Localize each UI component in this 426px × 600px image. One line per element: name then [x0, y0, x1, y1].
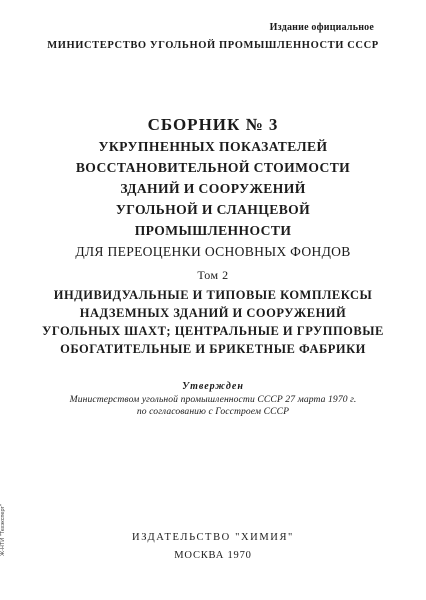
approval-line: Министерством угольной промышленности СССР 27 марта 1970 г. [69, 394, 357, 405]
collection-title: СБОРНИК № 3 [147, 115, 279, 134]
volume-description-line: ОБОГАТИТЕЛЬНЫЕ И БРИКЕТНЫЕ ФАБРИКИ [60, 342, 366, 356]
city-year: МОСКВА 1970 [174, 550, 252, 561]
volume-description-line: УГОЛЬНЫХ ШАХТ; ЦЕНТРАЛЬНЫЕ И ГРУППОВЫЕ [42, 324, 384, 338]
volume-description-line: НАДЗЕМНЫХ ЗДАНИЙ И СООРУЖЕНИЙ [79, 306, 347, 320]
approval-heading: Утвержден [182, 381, 244, 392]
side-stamp: Ж-НТИ "Техэксперт" [0, 504, 6, 556]
subtitle-line: ДЛЯ ПЕРЕОЦЕНКИ ОСНОВНЫХ ФОНДОВ [75, 244, 351, 259]
publisher-name: ИЗДАТЕЛЬСТВО "ХИМИЯ" [132, 532, 294, 543]
volume-label: Том 2 [197, 268, 229, 282]
edition-label: Издание официальное [269, 22, 374, 33]
subtitle-line: УГОЛЬНОЙ И СЛАНЦЕВОЙ [115, 202, 311, 217]
volume-description-line: ИНДИВИДУАЛЬНЫЕ И ТИПОВЫЕ КОМПЛЕКСЫ [53, 288, 373, 302]
subtitle-line: ПРОМЫШЛЕННОСТИ [134, 223, 292, 238]
approval-line: по согласованию с Госстроем СССР [136, 406, 290, 417]
subtitle-line: ЗДАНИЙ И СООРУЖЕНИЙ [120, 181, 306, 196]
subtitle-line: ВОССТАНОВИТЕЛЬНОЙ СТОИМОСТИ [75, 160, 351, 175]
subtitle-line: УКРУПНЕННЫХ ПОКАЗАТЕЛЕЙ [98, 139, 328, 154]
ministry-name: МИНИСТЕРСТВО УГОЛЬНОЙ ПРОМЫШЛЕННОСТИ СССР [47, 40, 379, 51]
